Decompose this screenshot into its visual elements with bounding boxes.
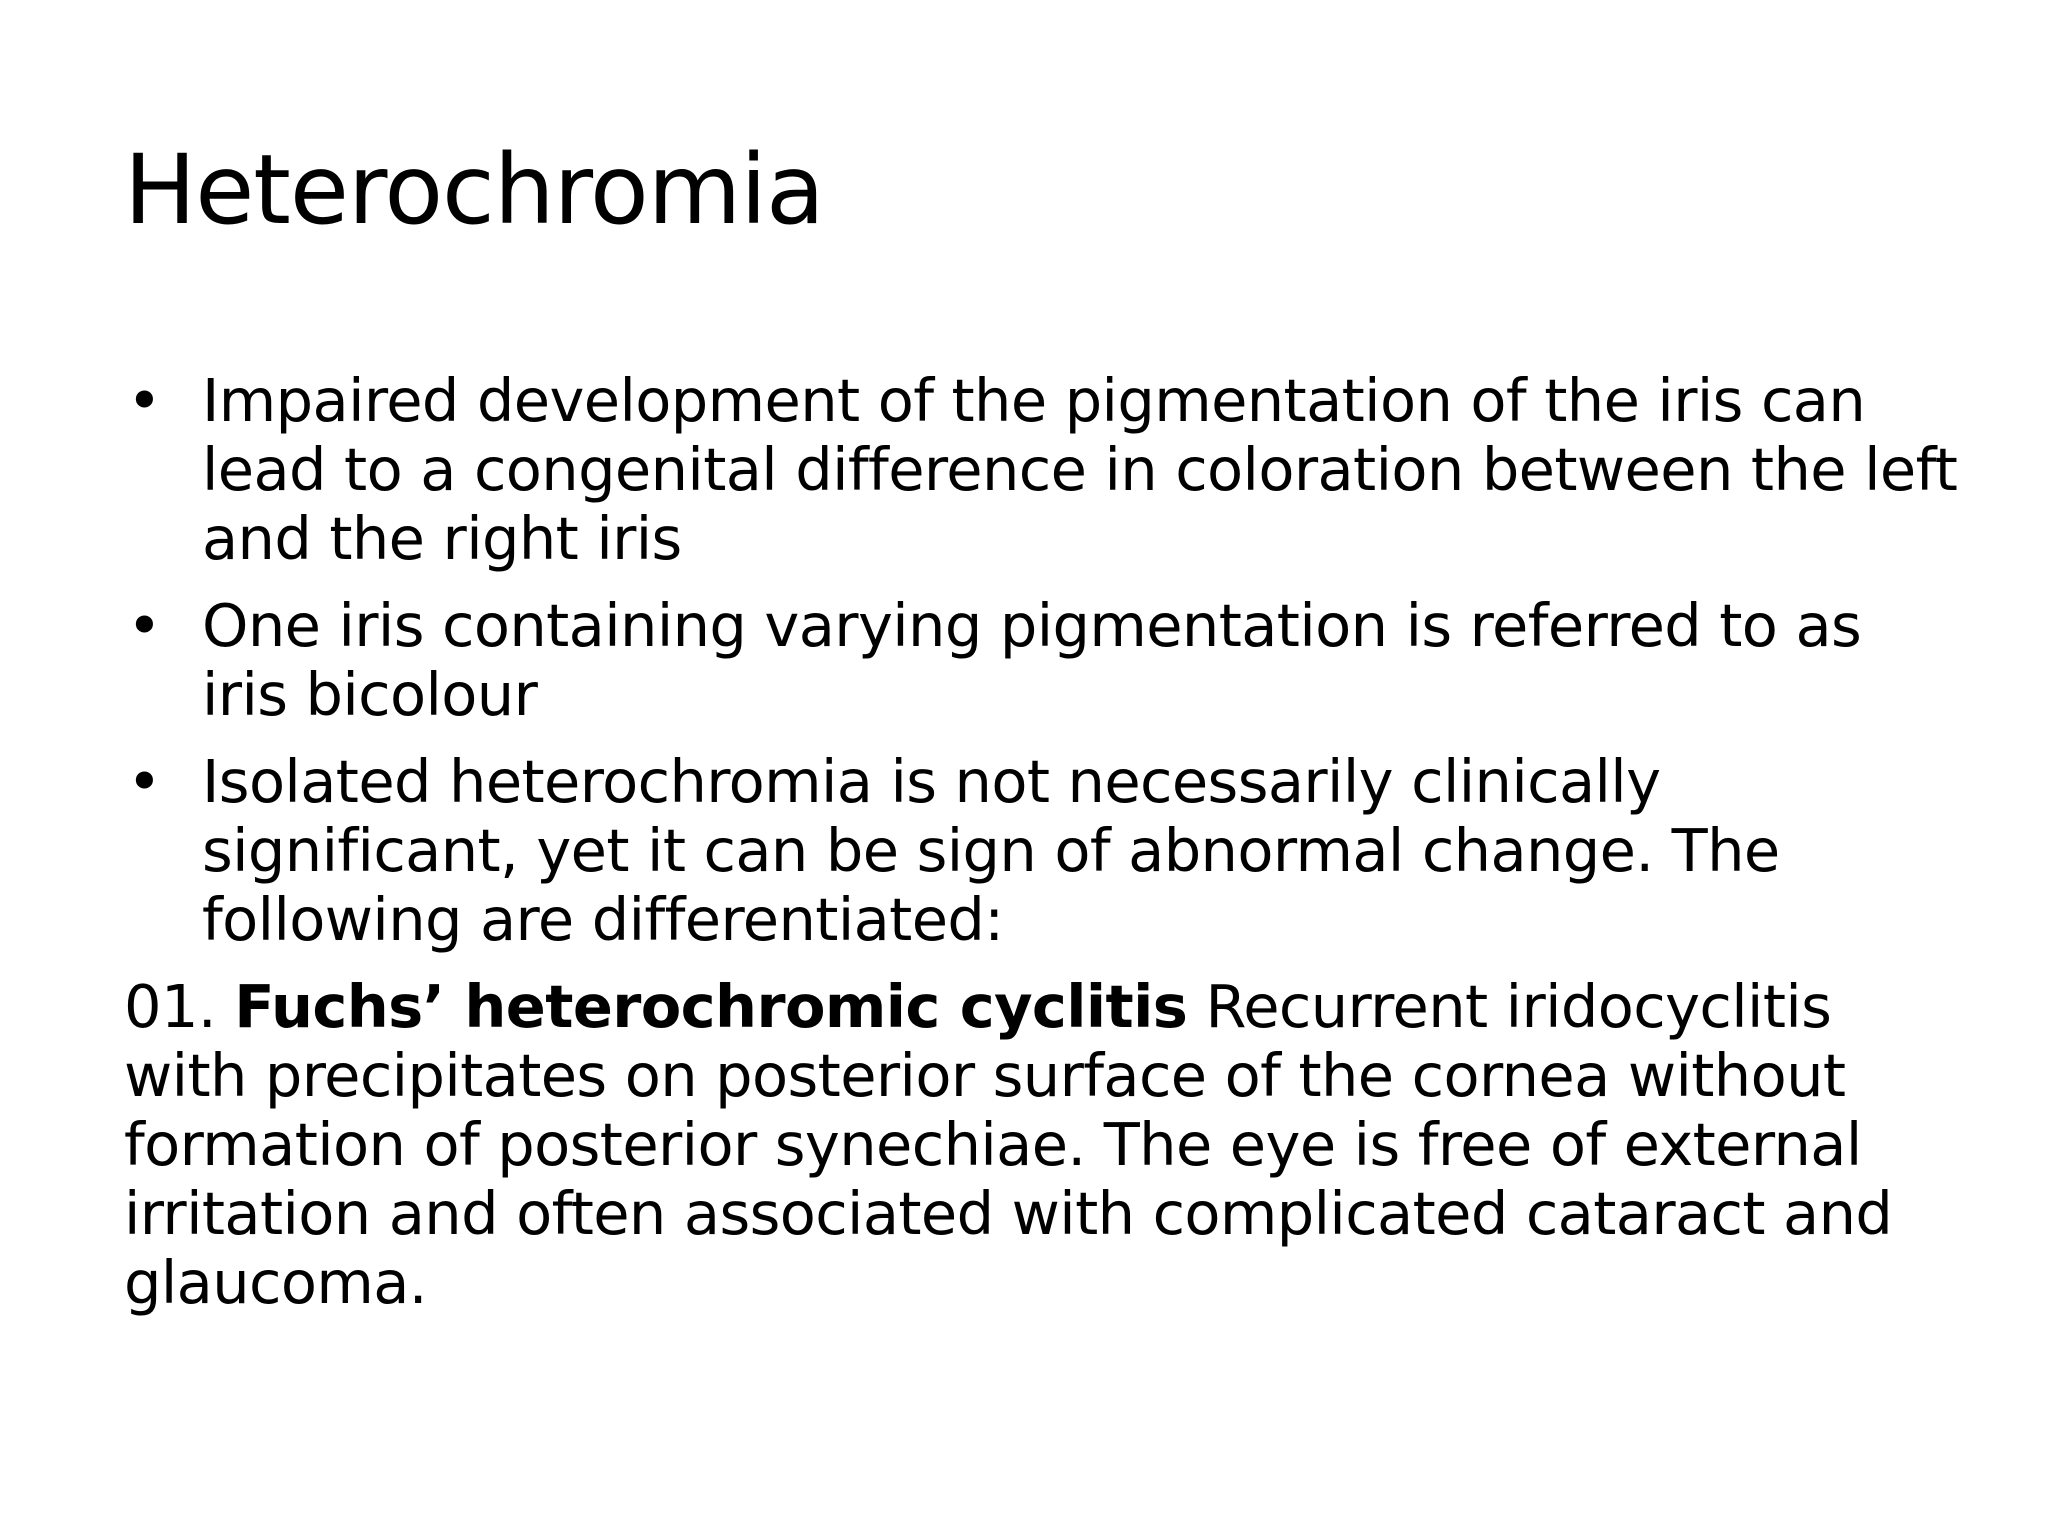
bullet-text: Impaired development of the pigmentation of the iris can lead to a congenital difference in coloration between the left and the right iris — [202, 366, 1958, 573]
bullet-item — [124, 366, 1964, 573]
bullet-icon: • — [127, 747, 162, 816]
bullet-item — [124, 591, 1964, 729]
item-description: Recurrent iridocyclitis with precipitates on posterior surface of the cornea without formation of posterior synechiae. The eye is free of external irritation and often associated with complicated cataract and glaucoma. — [124, 972, 1893, 1317]
bullet-item — [124, 747, 1964, 954]
bullet-icon: • — [127, 591, 162, 660]
slide-body — [124, 366, 1964, 1317]
numbered-item — [124, 972, 1964, 1317]
bullet-icon: • — [127, 366, 162, 435]
item-number: 01. — [124, 972, 235, 1041]
slide-title: Heterochromia — [124, 134, 824, 246]
item-term: Fuchs’ heterochromic cyclitis — [234, 972, 1188, 1041]
bullet-text: One iris containing varying pigmentation is referred to as iris bicolour — [202, 591, 1862, 729]
bullet-list — [124, 366, 1964, 954]
bullet-text: Isolated heterochromia is not necessarily clinically significant, yet it can be sign of abnormal change. The following are differentiated: — [202, 747, 1780, 954]
